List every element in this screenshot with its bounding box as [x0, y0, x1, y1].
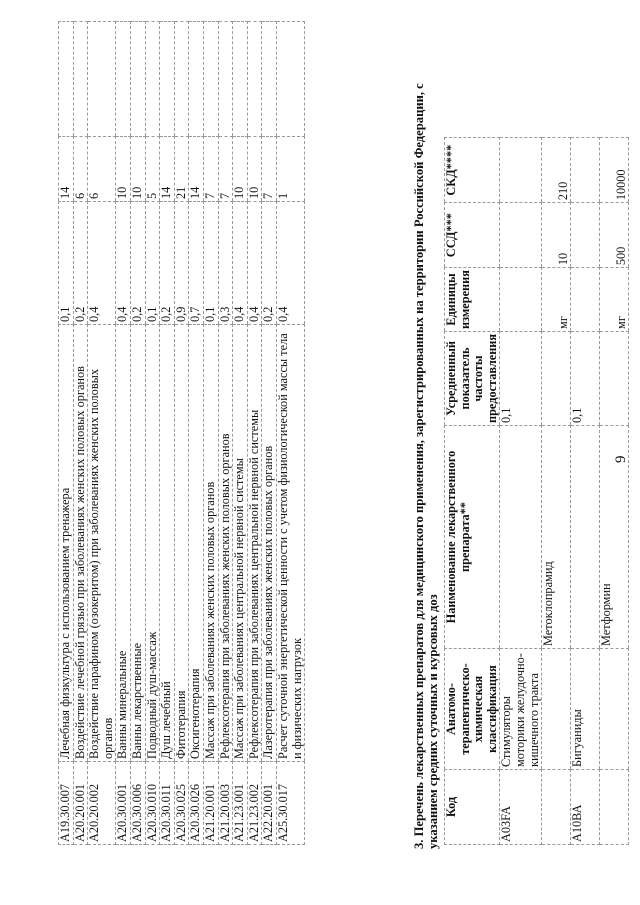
drug-code: А03FA — [500, 770, 542, 845]
service-empty-cell — [233, 22, 248, 137]
drug-name: Метоклопрамид — [542, 426, 571, 649]
service-name: Рефлексотерапия при заболеваниях женских половых органов — [218, 325, 233, 762]
service-code: А20.30.011 — [160, 762, 175, 845]
service-row — [218, 22, 233, 845]
drug-atc-class — [542, 649, 571, 770]
service-empty-cell — [116, 22, 131, 137]
service-empty-cell — [276, 22, 304, 137]
drug-frequency — [542, 331, 571, 425]
drug-ssd: 500 — [600, 203, 629, 268]
service-multiplicity: 10 — [247, 137, 262, 202]
service-row — [262, 22, 277, 845]
services-table-body — [59, 22, 305, 845]
service-code: А20.30.001 — [116, 762, 131, 845]
service-name: Ванны лекарственные — [130, 325, 145, 762]
drug-frequency: 0,1 — [500, 331, 542, 425]
service-name: Фитотерапия — [174, 325, 189, 762]
drug-atc-class: Стимуляторы моторики желудочно-кишечного тракта — [500, 649, 542, 770]
service-row — [233, 22, 248, 845]
header-drug-name: Наименование лекарственного препарата** — [445, 426, 500, 649]
service-row — [116, 22, 131, 845]
service-multiplicity: 7 — [203, 137, 218, 202]
drug-ssd — [571, 203, 600, 268]
drug-row — [600, 138, 629, 845]
service-empty-cell — [174, 22, 189, 137]
service-frequency: 0,1 — [145, 202, 160, 325]
service-code: А20.30.025 — [174, 762, 189, 845]
service-code: А21.23.001 — [233, 762, 248, 845]
service-code: А21.20.003 — [218, 762, 233, 845]
drug-name: Метформин — [600, 426, 629, 649]
header-skd: СКД**** — [445, 138, 500, 203]
service-frequency: 0,4 — [88, 202, 116, 325]
service-empty-cell — [262, 22, 277, 137]
service-frequency: 0,4 — [233, 202, 248, 325]
service-name: Душ лечебный — [160, 325, 175, 762]
service-multiplicity: 1 — [276, 137, 304, 202]
service-empty-cell — [160, 22, 175, 137]
service-row — [88, 22, 116, 845]
header-units: Единицы измерения — [445, 268, 500, 332]
drug-unit: мг — [542, 268, 571, 332]
drug-skd: 10000 — [600, 138, 629, 203]
service-multiplicity: 7 — [262, 137, 277, 202]
service-code: А20.20.002 — [88, 762, 116, 845]
service-empty-cell — [189, 22, 204, 137]
service-frequency: 0,7 — [189, 202, 204, 325]
service-multiplicity: 10 — [130, 137, 145, 202]
drug-unit — [571, 268, 600, 332]
drug-ssd — [500, 203, 542, 268]
service-row — [73, 22, 88, 845]
service-empty-cell — [73, 22, 88, 137]
service-name: Подводный душ-массаж — [145, 325, 160, 762]
service-frequency: 0,2 — [73, 202, 88, 325]
service-code: А21.20.001 — [203, 762, 218, 845]
service-multiplicity: 5 — [145, 137, 160, 202]
service-row — [247, 22, 262, 845]
service-name: Оксигенотерапия — [189, 325, 204, 762]
service-code: А20.30.006 — [130, 762, 145, 845]
service-row — [145, 22, 160, 845]
section-3-title: 3. Перечень лекарственных препаратов для медицинского применения, зарегистрированных на территории Российской Федерации, с указанием средних суточных и курсовых доз — [412, 83, 440, 849]
service-frequency: 0,9 — [174, 202, 189, 325]
drug-unit — [500, 268, 542, 332]
drug-code — [600, 770, 629, 845]
page-number: 9 — [613, 455, 629, 463]
service-frequency: 0,4 — [116, 202, 131, 325]
service-empty-cell — [145, 22, 160, 137]
header-ssd: ССД*** — [445, 203, 500, 268]
drug-unit: мг — [600, 268, 629, 332]
drug-skd: 210 — [542, 138, 571, 203]
drug-skd — [571, 138, 600, 203]
service-multiplicity: 6 — [73, 137, 88, 202]
service-name: Лечебная физкультура с использованием тренажера — [59, 325, 74, 762]
service-empty-cell — [247, 22, 262, 137]
drug-ssd: 10 — [542, 203, 571, 268]
drug-row — [500, 138, 542, 845]
service-empty-cell — [218, 22, 233, 137]
drug-name — [571, 426, 600, 649]
service-multiplicity: 6 — [88, 137, 116, 202]
drug-atc-class — [600, 649, 629, 770]
service-row — [59, 22, 74, 845]
service-multiplicity: 10 — [116, 137, 131, 202]
service-frequency: 0,4 — [247, 202, 262, 325]
service-multiplicity: 14 — [59, 137, 74, 202]
service-name: Воздействие парафином (озокеритом) при заболеваниях женских половых органов — [88, 325, 116, 762]
drug-frequency: 0,1 — [571, 331, 600, 425]
header-atc-class: Анатомо-терапевтическо-химическая классификация — [445, 649, 500, 770]
service-multiplicity: 14 — [189, 137, 204, 202]
service-multiplicity: 14 — [160, 137, 175, 202]
service-row — [130, 22, 145, 845]
service-code: А21.23.002 — [247, 762, 262, 845]
drug-skd — [500, 138, 542, 203]
service-row — [203, 22, 218, 845]
drug-frequency — [600, 331, 629, 425]
service-empty-cell — [88, 22, 116, 137]
drug-atc-class: Бигуаниды — [571, 649, 600, 770]
service-row — [160, 22, 175, 845]
service-code: А20.30.026 — [189, 762, 204, 845]
service-name: Воздействие лечебной грязью при заболеваниях женских половых органов — [73, 325, 88, 762]
service-multiplicity: 7 — [218, 137, 233, 202]
service-code: А20.20.001 — [73, 762, 88, 845]
service-multiplicity: 21 — [174, 137, 189, 202]
service-code: А20.30.010 — [145, 762, 160, 845]
header-frequency: Усредненный показатель частоты предоставления — [445, 331, 500, 425]
drugs-table — [444, 137, 629, 845]
header-code: Код — [445, 770, 500, 845]
service-multiplicity: 10 — [233, 137, 248, 202]
service-empty-cell — [130, 22, 145, 137]
service-frequency: 0,3 — [218, 202, 233, 325]
service-frequency: 0,1 — [203, 202, 218, 325]
drugs-table-body — [500, 138, 629, 845]
service-name: Расчет суточной энергетической ценности с учетом физиологической массы тела и физических нагрузок — [276, 325, 304, 762]
service-frequency: 0,4 — [276, 202, 304, 325]
drug-code — [542, 770, 571, 845]
service-code: А19.30.007 — [59, 762, 74, 845]
drug-row — [571, 138, 600, 845]
drug-code: А10ВА — [571, 770, 600, 845]
drug-row — [542, 138, 571, 845]
service-name: Ванны минеральные — [116, 325, 131, 762]
service-name: Массаж при заболеваниях центральной нервной системы — [233, 325, 248, 762]
service-frequency: 0,2 — [262, 202, 277, 325]
service-frequency: 0,2 — [160, 202, 175, 325]
service-name: Массаж при заболеваниях женских половых органов — [203, 325, 218, 762]
service-row — [189, 22, 204, 845]
services-table — [58, 21, 305, 845]
service-code: А25.30.017 — [276, 762, 304, 845]
service-name: Рефлексотерапия при заболеваниях центральной нервной системы — [247, 325, 262, 762]
drug-name — [500, 426, 542, 649]
drugs-header-row — [445, 138, 500, 845]
service-code: А22.20.001 — [262, 762, 277, 845]
service-name: Лазеротерапия при заболеваниях женских половых органов — [262, 325, 277, 762]
service-row — [174, 22, 189, 845]
service-frequency: 0,1 — [59, 202, 74, 325]
service-empty-cell — [59, 22, 74, 137]
service-frequency: 0,2 — [130, 202, 145, 325]
service-row — [276, 22, 304, 845]
service-empty-cell — [203, 22, 218, 137]
